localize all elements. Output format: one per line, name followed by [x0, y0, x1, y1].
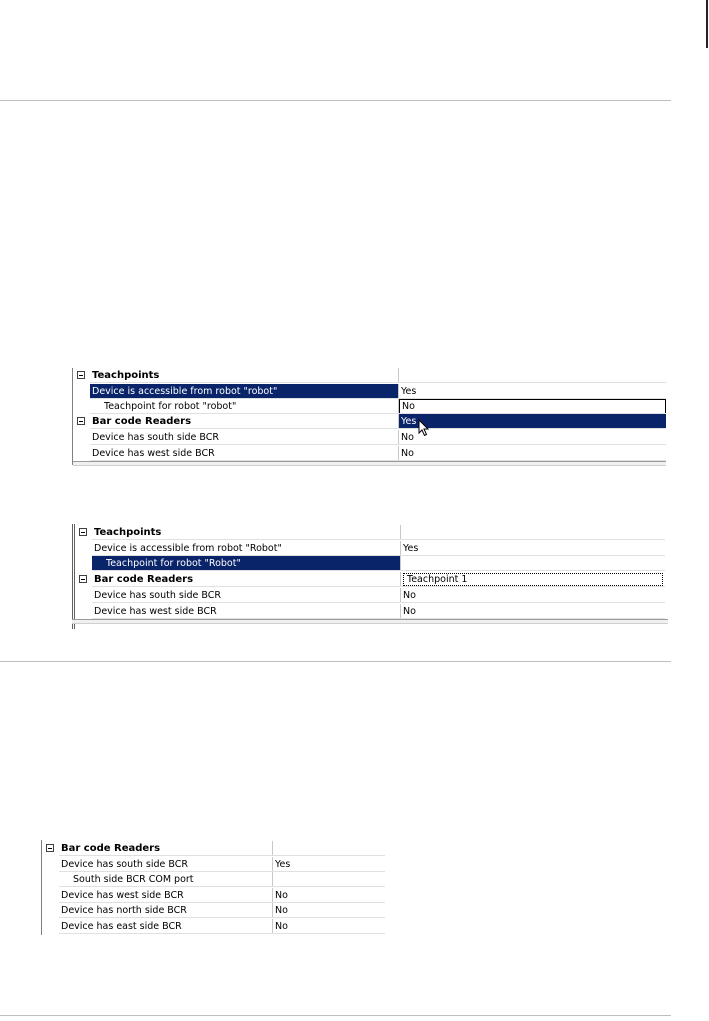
dropdown-option-highlighted[interactable]: Yes — [399, 414, 666, 429]
value-edit-box[interactable] — [401, 572, 665, 587]
property-grid-1 — [72, 368, 666, 465]
property-name[interactable]: South side BCR COM port — [73, 874, 194, 885]
property-name[interactable]: Device has south side BCR — [92, 432, 219, 443]
property-value[interactable]: No — [403, 590, 416, 601]
category-label: Teachpoints — [94, 527, 162, 538]
property-row[interactable] — [42, 888, 385, 903]
property-name-selected[interactable]: Teachpoint for robot "Robot" — [92, 556, 400, 571]
grid-bottom-border — [72, 619, 668, 624]
category-label: Bar code Readers — [61, 843, 161, 854]
category-label: Bar code Readers — [92, 416, 192, 427]
collapse-minus-icon[interactable] — [77, 371, 85, 379]
property-value[interactable]: Yes — [403, 543, 419, 554]
property-name-selected[interactable]: Device is accessible from robot "robot" — [90, 384, 398, 399]
section-divider-middle — [0, 661, 671, 662]
category-row-bar-code-readers[interactable] — [75, 572, 665, 587]
property-row[interactable] — [75, 556, 665, 571]
property-row[interactable] — [73, 384, 666, 399]
category-label: Teachpoints — [92, 370, 160, 381]
property-row[interactable] — [42, 857, 385, 872]
property-value[interactable]: Yes — [275, 859, 291, 870]
property-name[interactable]: Device is accessible from robot "Robot" — [94, 543, 282, 554]
page-edge-marker — [706, 0, 708, 48]
property-name[interactable]: Device has south side BCR — [94, 590, 221, 601]
category-label: Bar code Readers — [94, 574, 194, 585]
property-name[interactable]: Device has south side BCR — [61, 859, 188, 870]
property-value[interactable]: No — [401, 448, 414, 459]
property-name[interactable]: Device has west side BCR — [94, 606, 217, 617]
property-row[interactable] — [75, 604, 665, 619]
category-row-bar-code-readers[interactable] — [42, 841, 385, 856]
property-value[interactable]: No — [275, 905, 288, 916]
property-name[interactable]: Device has east side BCR — [61, 921, 182, 932]
category-row-teachpoints[interactable] — [73, 368, 666, 383]
property-value — [273, 841, 385, 856]
category-row-bar-code-readers[interactable] — [73, 414, 666, 429]
property-row[interactable] — [42, 919, 385, 934]
property-value[interactable]: No — [401, 432, 414, 443]
property-name[interactable]: Teachpoint for robot "robot" — [104, 401, 237, 412]
collapse-minus-icon[interactable] — [46, 844, 54, 852]
property-value[interactable]: Yes — [401, 386, 417, 397]
property-row[interactable] — [73, 430, 666, 445]
property-row[interactable] — [75, 588, 665, 603]
property-row[interactable] — [73, 399, 666, 414]
property-grid-3 — [41, 840, 385, 935]
property-value — [401, 525, 665, 540]
property-value[interactable] — [273, 872, 385, 887]
property-value[interactable]: No — [275, 890, 288, 901]
property-row[interactable] — [42, 872, 385, 887]
property-name[interactable]: Device has west side BCR — [61, 890, 184, 901]
property-row[interactable] — [75, 541, 665, 556]
section-divider-bottom — [0, 1015, 671, 1016]
category-row-teachpoints[interactable] — [75, 525, 665, 540]
mouse-pointer-icon — [418, 419, 430, 437]
property-name[interactable]: Device has north side BCR — [61, 905, 187, 916]
property-grid-2 — [72, 524, 668, 629]
property-value[interactable]: No — [399, 399, 666, 414]
property-value — [399, 368, 666, 383]
property-value[interactable]: No — [403, 606, 416, 617]
section-divider-top — [0, 100, 671, 101]
collapse-minus-icon[interactable] — [79, 575, 87, 583]
property-value[interactable] — [401, 556, 665, 571]
property-value[interactable]: No — [275, 921, 288, 932]
property-name[interactable]: Device has west side BCR — [92, 448, 215, 459]
collapse-minus-icon[interactable] — [79, 528, 87, 536]
teachpoint-edit-field[interactable]: Teachpoint 1 — [403, 573, 663, 586]
property-row[interactable] — [73, 446, 666, 461]
property-row[interactable] — [42, 903, 385, 918]
collapse-minus-icon[interactable] — [77, 417, 85, 425]
grid-bottom-border — [73, 461, 666, 466]
